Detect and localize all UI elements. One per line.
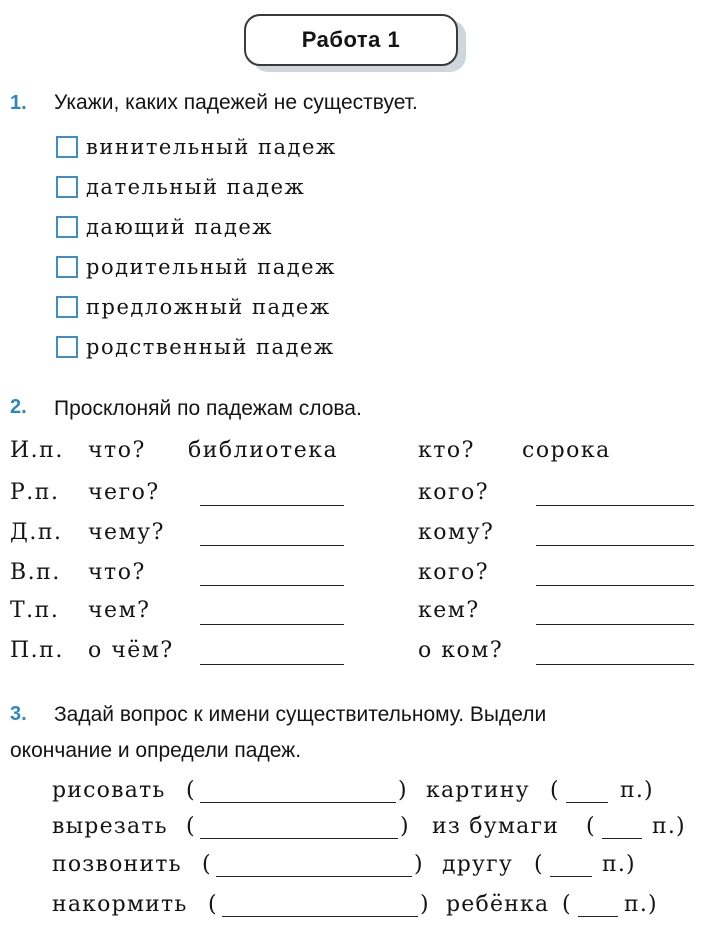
case-label: Р.п. (10, 480, 60, 505)
noun: другу (442, 852, 514, 877)
verb: вырезать (52, 814, 168, 839)
open-paren: ( (186, 778, 196, 803)
open-paren: ( (586, 814, 596, 839)
open-paren: ( (186, 814, 196, 839)
question-2: кем? (418, 598, 480, 623)
case-label: П.п. (10, 638, 64, 663)
page-title: Работа 1 (244, 14, 458, 66)
open-paren: ( (550, 778, 560, 803)
question-2: кого? (418, 560, 490, 585)
question-line[interactable] (222, 916, 418, 917)
question-2: о ком? (418, 638, 504, 663)
case-label: Т.п. (10, 598, 60, 623)
case-suffix: п.) (652, 814, 686, 839)
answer-line-2[interactable] (536, 624, 694, 625)
case-suffix: п.) (624, 892, 658, 917)
option-label: винительный падеж (86, 135, 337, 159)
close-paren: ) (414, 852, 424, 877)
close-paren: ) (400, 814, 410, 839)
word-1: библиотека (188, 438, 339, 463)
task2-number: 2. (10, 396, 27, 418)
answer-line-1[interactable] (200, 585, 344, 586)
close-paren: ) (420, 892, 430, 917)
option-label: родительный падеж (86, 255, 336, 279)
answer-line-2[interactable] (536, 585, 694, 586)
question-2: кому? (418, 520, 495, 545)
checkbox[interactable] (56, 336, 78, 358)
case-suffix: п.) (602, 852, 636, 877)
option-label: родственный падеж (86, 335, 335, 359)
checkbox[interactable] (56, 256, 78, 278)
verb: позвонить (52, 852, 182, 877)
answer-line-1[interactable] (200, 505, 344, 506)
checkbox[interactable] (56, 296, 78, 318)
open-paren: ( (534, 852, 544, 877)
answer-line-2[interactable] (536, 545, 694, 546)
open-paren: ( (202, 852, 212, 877)
checkbox[interactable] (56, 216, 78, 238)
task1-option[interactable] (56, 332, 335, 362)
noun: картину (426, 778, 530, 803)
answer-line-2[interactable] (536, 664, 694, 665)
question-1: что? (88, 560, 146, 585)
open-paren: ( (208, 892, 218, 917)
task1-option[interactable] (56, 172, 305, 202)
word-2: сорока (522, 438, 611, 463)
task3-text-line1: Задай вопрос к имени существительному. Выдели (54, 703, 547, 726)
noun: ребёнка (446, 892, 550, 917)
checkbox[interactable] (56, 136, 78, 158)
question-line[interactable] (200, 802, 396, 803)
case-line[interactable] (566, 802, 608, 803)
case-label: И.п. (10, 438, 64, 463)
answer-line-1[interactable] (200, 664, 344, 665)
option-label: дающий падеж (86, 215, 274, 239)
case-suffix: п.) (620, 778, 654, 803)
case-line[interactable] (550, 876, 592, 877)
verb: рисовать (52, 778, 166, 803)
question-line[interactable] (200, 838, 398, 839)
question-2: кто? (418, 438, 475, 463)
task2-text: Просклоняй по падежам слова. (54, 397, 362, 420)
case-label: В.п. (10, 560, 61, 585)
case-label: Д.п. (10, 520, 63, 545)
task1-option[interactable] (56, 292, 331, 322)
answer-line-2[interactable] (536, 505, 694, 506)
case-line[interactable] (578, 916, 618, 917)
close-paren: ) (398, 778, 408, 803)
answer-line-1[interactable] (200, 545, 344, 546)
verb: накормить (52, 892, 188, 917)
task1-option[interactable] (56, 212, 273, 242)
case-line[interactable] (602, 838, 642, 839)
question-1: чего? (88, 480, 160, 505)
question-1: чем? (88, 598, 151, 623)
task1-text: Укажи, каких падежей не существует. (54, 91, 418, 114)
option-label: предложный падеж (86, 295, 331, 319)
open-paren: ( (562, 892, 572, 917)
task3-number: 3. (10, 703, 27, 725)
option-label: дательный падеж (86, 175, 306, 199)
answer-line-1[interactable] (200, 624, 344, 625)
question-1: о чём? (88, 638, 174, 663)
question-line[interactable] (216, 876, 412, 877)
task1-option[interactable] (56, 252, 336, 282)
task3-text-line2: окончание и определи падеж. (10, 739, 302, 762)
task1-number: 1. (10, 92, 27, 114)
noun: из бумаги (432, 814, 560, 839)
question-2: кого? (418, 480, 490, 505)
task1-option[interactable] (56, 132, 337, 162)
question-1: что? (88, 438, 146, 463)
checkbox[interactable] (56, 176, 78, 198)
question-1: чему? (88, 520, 165, 545)
